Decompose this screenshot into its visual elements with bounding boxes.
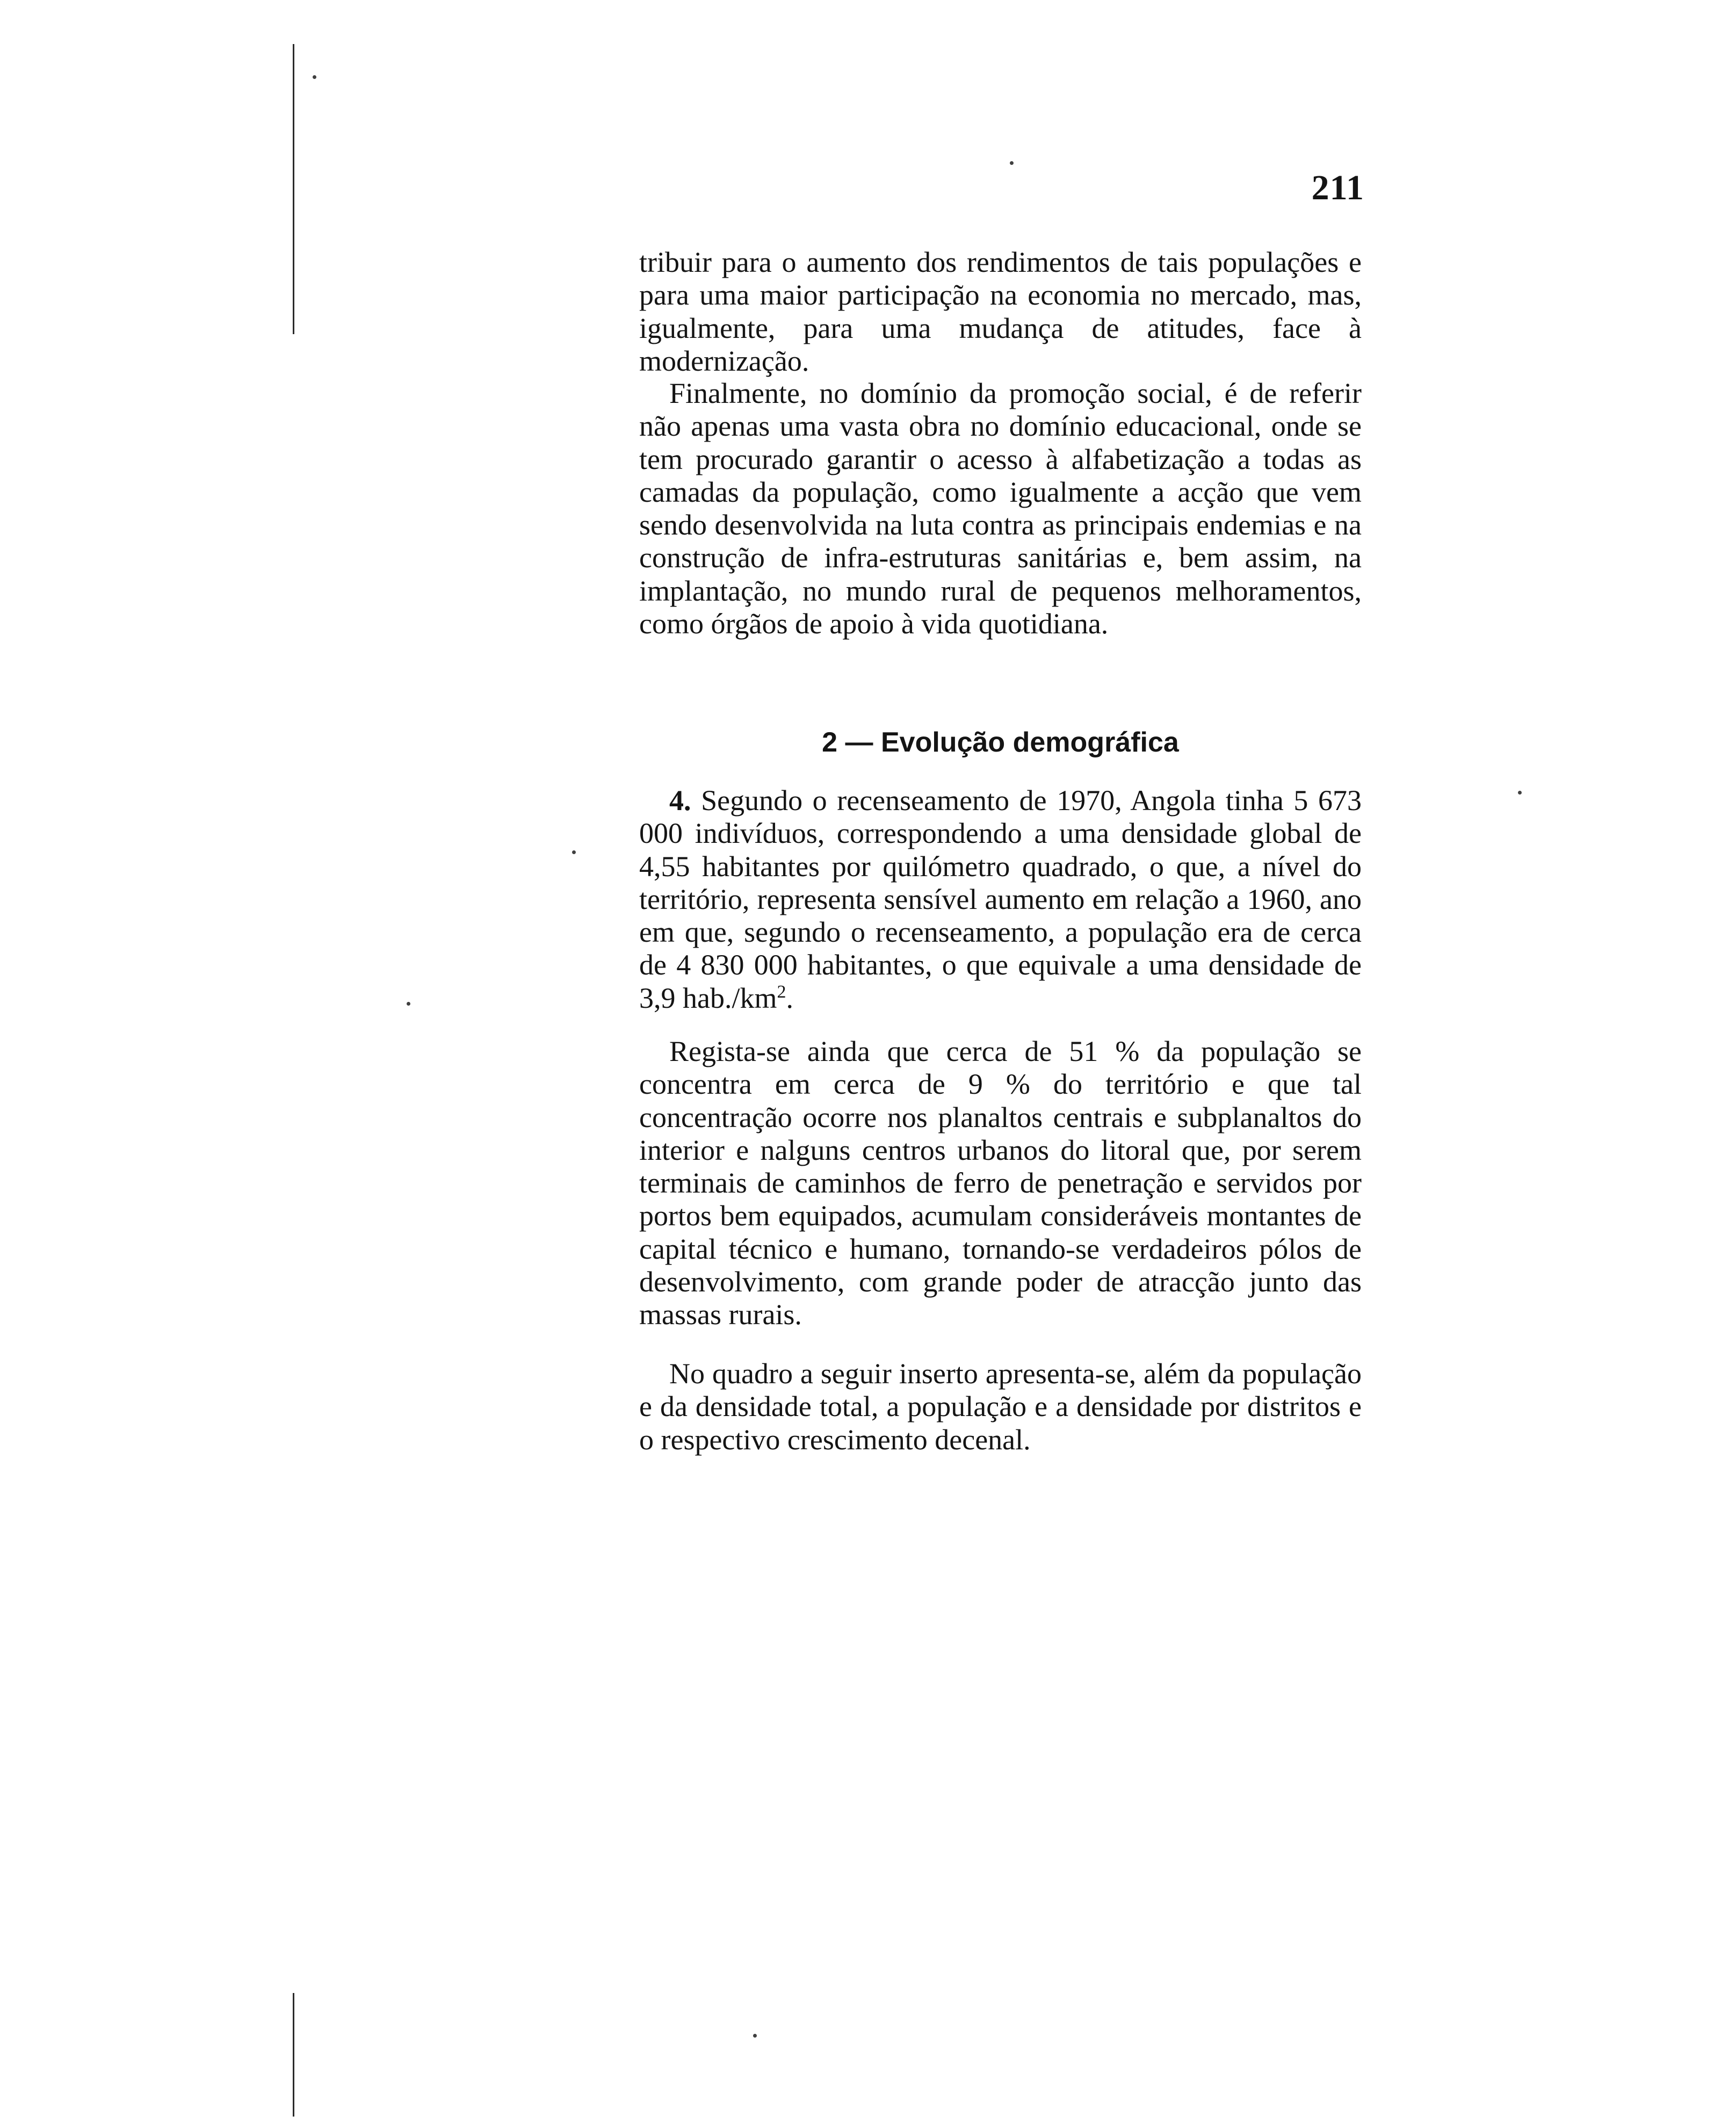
superscript-two: 2 — [777, 981, 786, 1002]
scan-speck — [753, 2034, 757, 2038]
paragraph-continuation: tribuir para o aumento dos rendimentos de tais populações e para uma maior participação na economia no mercado, mas, igualmente, para uma mudança de atitudes, face à modernização. — [639, 246, 1362, 377]
paragraph-social-promotion: Finalmente, no domínio da promoção social, é de referir não apenas uma vasta obra no domínio educacional, onde se tem procurado garantir o acesso à alfabetização a todas as camadas da população, como igualmente a acção que vem sendo desenvolvida na luta contra as principais endemias e na construção de infra-estruturas sanitárias e, bem assim, na implantação, no mundo rural de pequenos melhoramentos, como órgãos de apoio à vida quotidiana. — [639, 377, 1362, 640]
left-margin-line-top — [293, 44, 294, 334]
scan-speck — [1010, 161, 1014, 165]
paragraph-population-concentration: Regista-se ainda que cerca de 51 % da população se concentra em cerca de 9 % do território e que tal concentração ocorre nos planaltos centrais e subplanaltos do interior e nalguns centros urbanos do litoral que, por serem terminais de caminhos de ferro de penetração e servidos por portos bem equipados, acumulam consideráveis montantes de capital técnico e humano, tornando-se verdadeiros pólos de desenvolvimento, com grande poder de atracção junto das massas rurais. — [639, 1035, 1362, 1331]
section-heading: 2 — Evolução demográfica — [822, 727, 1179, 758]
scan-speck — [572, 850, 576, 854]
section-heading-wrap — [639, 725, 1362, 760]
scan-speck — [407, 1002, 410, 1006]
paragraph-census-ending: . — [786, 981, 793, 1014]
scan-speck — [1518, 791, 1522, 795]
page-number: 211 — [1311, 168, 1364, 207]
scan-speck — [313, 75, 316, 79]
paragraph-census-text: Segundo o recenseamento de 1970, Angola tinha 5 673 000 indivíduos, correspondendo a uma densidade global de 4,55 habitantes por quilómetro quadrado, o que, a nível do território, representa sensível aumento em relação a 1960, ano em que, segundo o recenseamento, a população era de cerca de 4 830 000 habitantes, o que equivale a uma densidade de 3,9 hab./km — [639, 784, 1362, 1014]
paragraph-census — [639, 784, 1362, 1015]
paragraph-number: 4. — [669, 784, 691, 817]
left-margin-line-bottom — [293, 1993, 294, 2117]
paragraph-table-introduction: No quadro a seguir inserto apresenta-se, além da população e da densidade total, a população e a densidade por distritos e o respectivo crescimento decenal. — [639, 1357, 1362, 1456]
